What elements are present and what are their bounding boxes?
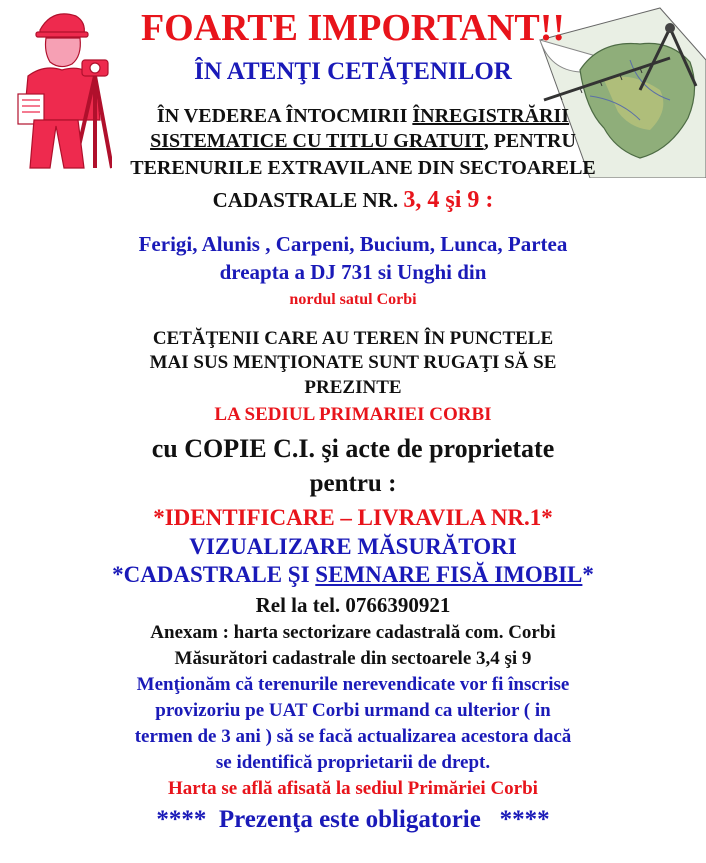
- intro-line-1: [0, 105, 706, 128]
- note-line-1: Menţionăm că terenurile nerevendicate vor fi înscrise: [136, 674, 570, 695]
- sector-numbers: 3, 4 şi 9 :: [403, 187, 494, 213]
- purpose-underlined: SEMNARE FISĂ IMOBIL: [315, 562, 583, 587]
- citizens-line-1: CETĂŢENII CARE AU TEREN ÎN PUNCTELE: [152, 328, 554, 349]
- purpose-text: *: [582, 562, 594, 587]
- page-subtitle: ÎN ATENŢI CETĂŢENILOR: [194, 58, 512, 85]
- places-line-3: nordul satul Corbi: [289, 291, 417, 308]
- intro-line-3: TERENURILE EXTRAVILANE DIN SECTOARELE: [130, 157, 596, 179]
- contact-phone: Rel la tel. 0766390921: [255, 593, 451, 617]
- citizens-line-2: MAI SUS MENŢIONATE SUNT RUGAŢI SĂ SE: [149, 352, 557, 373]
- documents-line-2: pentru :: [309, 470, 397, 497]
- intro-line-4: [0, 187, 706, 214]
- intro-underlined: SISTEMATICE CU TITLU GRATUIT: [150, 130, 484, 152]
- annex-line-2: Măsurători cadastrale din sectoarele 3,4 şi 9: [174, 648, 532, 669]
- documents-line-1: cu COPIE C.I. şi acte de proprietate: [151, 434, 555, 463]
- purpose-line-2: VIZUALIZARE MĂSURĂTORI: [189, 534, 517, 559]
- footer-mandatory: **** Prezenţa este obligatorie ****: [156, 806, 550, 833]
- purpose-line-1: *IDENTIFICARE – LIVRAVILA NR.1*: [153, 505, 553, 530]
- purpose-line-3: [0, 562, 706, 588]
- intro-line-2: [0, 130, 706, 153]
- purpose-text: *CADASTRALE ŞI: [112, 562, 316, 587]
- citizens-line-4: LA SEDIUL PRIMARIEI CORBI: [214, 404, 492, 425]
- note-line-2: provizoriu pe UAT Corbi urmand ca ulterior ( in: [155, 700, 551, 721]
- note-line-4: se identifică proprietarii de drept.: [215, 752, 491, 773]
- map-notice: Harta se află afisată la sediul Primăriei Corbi: [168, 778, 538, 799]
- annex-line-1: Anexam : harta sectorizare cadastrală com. Corbi: [150, 622, 556, 643]
- intro-text: CADASTRALE NR.: [212, 188, 404, 212]
- note-line-3: termen de 3 ani ) să se facă actualizarea acestora dacă: [134, 726, 572, 747]
- places-line-1: Ferigi, Alunis , Carpeni, Bucium, Lunca, Partea: [138, 232, 568, 256]
- citizens-line-3: PREZINTE: [304, 377, 402, 398]
- intro-underlined: ÎNREGISTRĂRII: [412, 105, 570, 127]
- places-line-2: dreapta a DJ 731 si Unghi din: [219, 260, 487, 284]
- page-title: FOARTE IMPORTANT!!: [140, 7, 566, 49]
- intro-text: , PENTRU: [483, 130, 576, 152]
- intro-text: ÎN VEDEREA ÎNTOCMIRII: [156, 105, 413, 127]
